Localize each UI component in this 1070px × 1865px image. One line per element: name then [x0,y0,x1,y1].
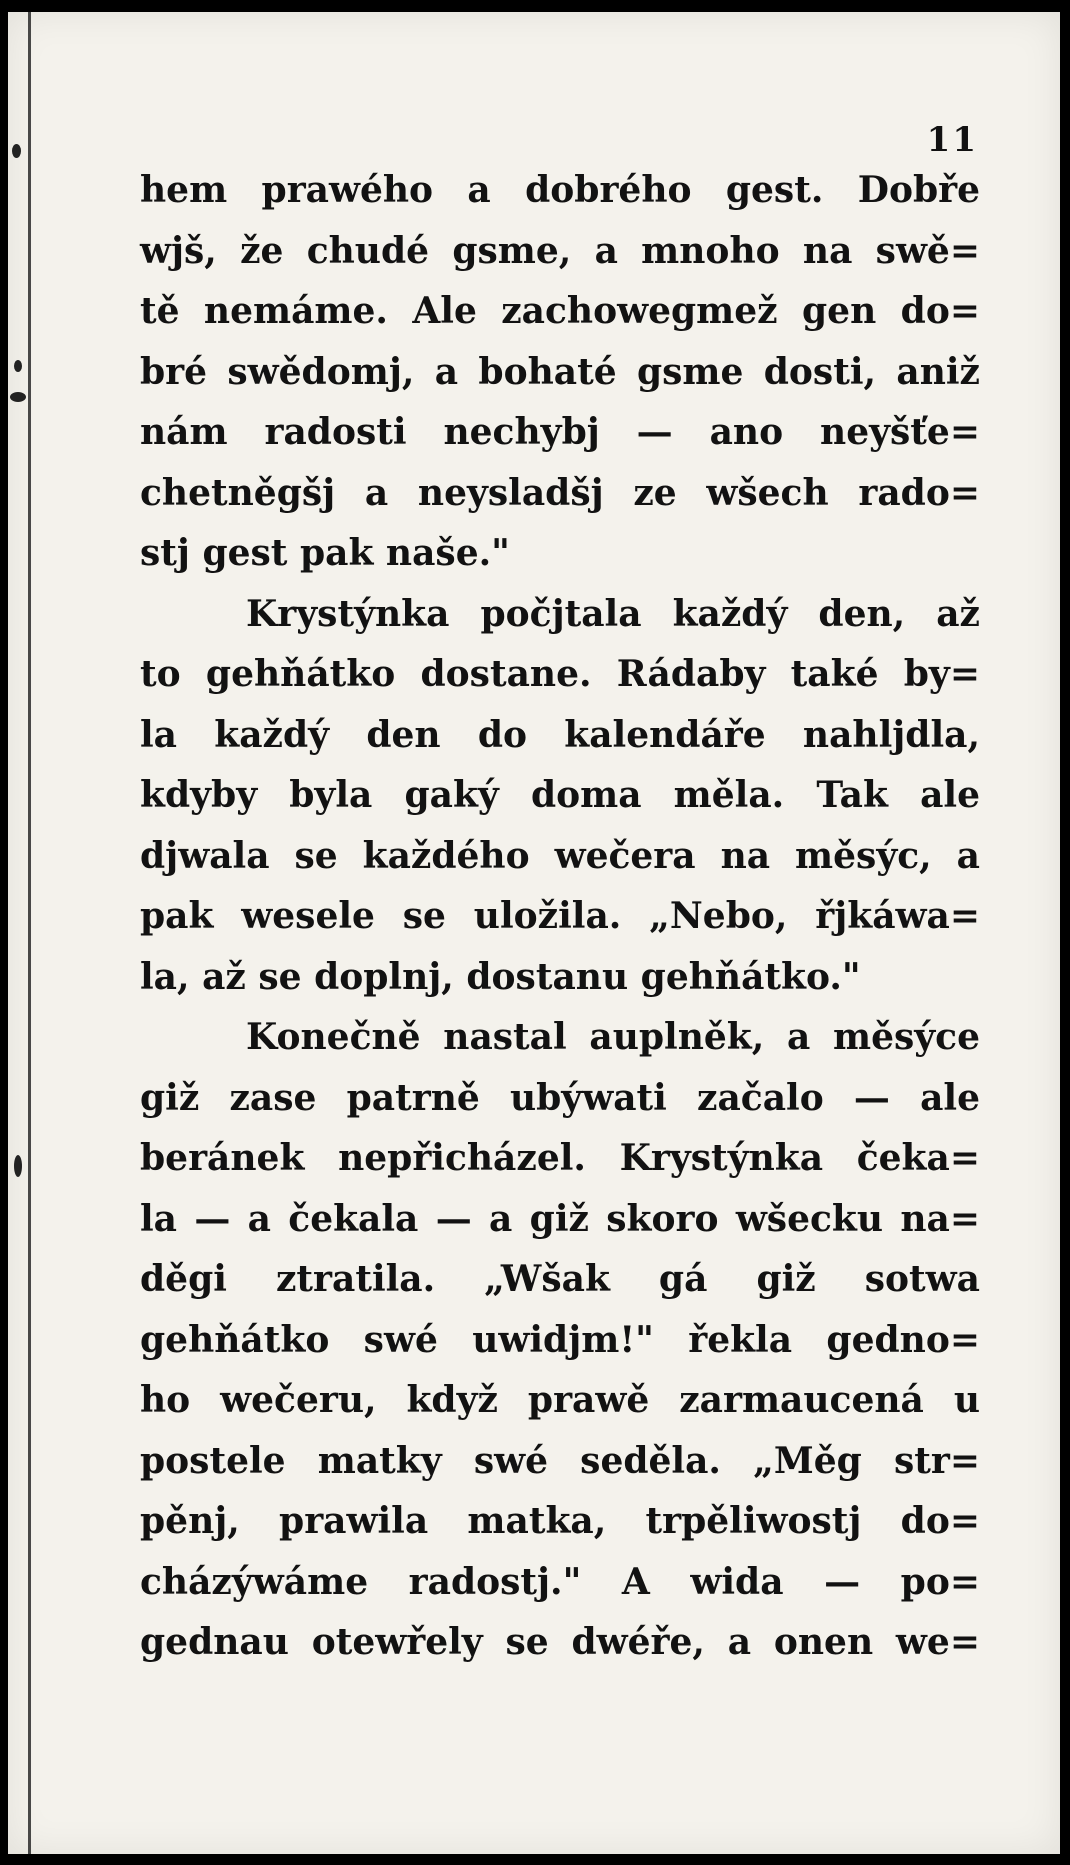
text-line: la, až se doplnj, dostanu gehňátko." [140,955,861,998]
page-gutter-edge [28,12,31,1854]
text-line: to gehňátko dostane. Rádaby také by= [140,653,980,695]
text-line: nám radosti nechybj — ano neyšťe= [140,411,980,453]
text-line: pěnj, prawila matka, trpěliwostj do= [140,1500,980,1542]
text-line: cházýwáme radostj." A wida — po= [140,1560,980,1603]
text-line: Krystýnka počjtala každý den, až [246,592,980,635]
text-line: postele matky swé seděla. „Měg str= [140,1439,980,1482]
body-text [140,160,980,1673]
text-line: la každý den do kalendáře nahljdla, [140,713,980,756]
text-line: děgi ztratila. „Wšak gá giž sotwa [140,1258,980,1300]
text-line: wjš, že chudé gsme, a mnoho na swě= [140,229,980,272]
text-line: giž zase patrně ubýwati začalo — ale [140,1076,980,1119]
page-number: 11 [926,120,978,160]
text-line: stj gest pak naše." [140,532,510,574]
text-line: ho wečeru, když prawě zarmaucená u [140,1379,980,1421]
text-line: bré swědomj, a bohaté gsme dosti, aniž [140,350,980,393]
ink-speck [12,144,21,158]
book-page [8,12,1060,1854]
text-line: beránek nepřicházel. Krystýnka čeka= [140,1137,980,1179]
ink-speck [14,1155,22,1177]
ink-speck [14,360,22,372]
text-line: tě nemáme. Ale zachowegmež gen do= [140,290,980,332]
text-line: gednau otewřely se dwéře, a onen we= [140,1621,980,1663]
text-line: gehňátko swé uwidjm!" řekla gedno= [140,1318,980,1361]
ink-speck [10,392,26,402]
text-line: djwala se každého wečera na měsýc, a [140,834,980,877]
text-line: la — a čekala — a giž skoro wšecku na= [140,1197,980,1240]
text-line: hem prawého a dobrého gest. Dobře [140,169,980,211]
text-line: pak wesele se uložila. „Nebo, řjkáwa= [140,895,980,937]
text-line: Konečně nastal auplněk, a měsýce [246,1016,980,1058]
text-line: chetněgšj a neysladšj ze wšech rado= [140,471,980,514]
text-line: kdyby byla gaký doma měla. Tak ale [140,774,980,816]
